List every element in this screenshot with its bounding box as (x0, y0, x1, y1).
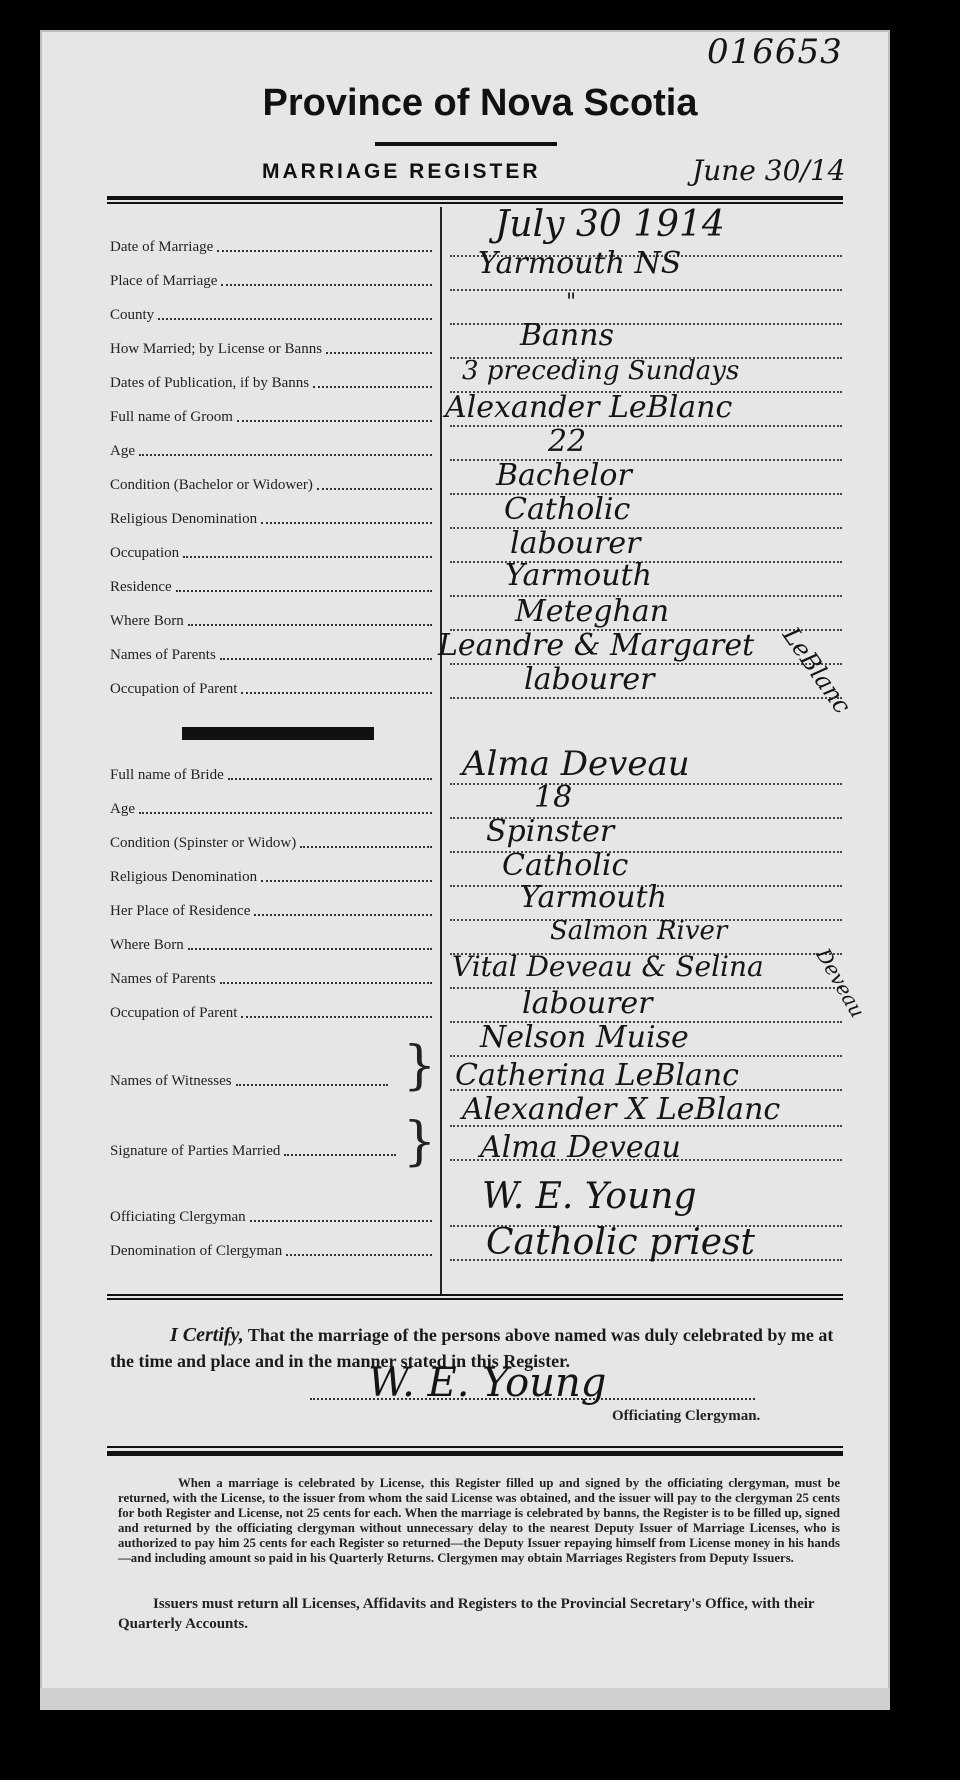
field-label-place-of-marriage: Place of Marriage (110, 270, 432, 290)
field-label-groom-age: Age (110, 440, 432, 460)
field-value-groom-name: Alexander LeBlanc (445, 390, 733, 425)
page-title: Province of Nova Scotia (262, 82, 698, 124)
signature-bride-value: Alma Deveau (480, 1130, 681, 1165)
title-rule (375, 142, 557, 146)
field-value-bride-birthplace: Salmon River (550, 916, 728, 946)
field-value-bride-parents-surname: Deveau (811, 944, 870, 1022)
field-value-date-of-marriage: July 30 1914 (495, 204, 725, 245)
field-value-bride-age: 18 (534, 780, 573, 815)
field-label-groom-birthplace: Where Born (110, 610, 432, 630)
field-value-bride-name: Alma Deveau (462, 744, 690, 784)
field-value-groom-birthplace: Meteghan (515, 594, 670, 629)
section-separator (182, 727, 374, 740)
field-label-how-married: How Married; by License or Banns (110, 338, 432, 358)
field-line (450, 425, 842, 427)
header-rule (107, 196, 843, 200)
field-value-groom-residence: Yarmouth (505, 558, 652, 593)
field-label-groom-religion: Religious Denomination (110, 508, 432, 528)
field-line (450, 527, 842, 529)
field-value-officiating-clergyman: W. E. Young (482, 1176, 697, 1217)
field-label-bride-age: Age (110, 798, 432, 818)
field-label-bride-parent-occupation: Occupation of Parent (110, 1002, 432, 1022)
witness-1-value: Nelson Muise (480, 1020, 689, 1055)
header-rule-thin (107, 202, 843, 204)
field-label-groom-name: Full name of Groom (110, 406, 432, 426)
certify-lead: I Certify, (170, 1324, 244, 1346)
field-line (450, 323, 842, 325)
field-value-bride-religion: Catholic (502, 848, 629, 883)
field-label-groom-parent-occupation: Occupation of Parent (110, 678, 432, 698)
field-value-bride-condition: Spinster (486, 814, 615, 849)
field-value-bride-parent-occupation: labourer (522, 986, 653, 1021)
table-bottom-rule-thin (107, 1298, 843, 1300)
table-bottom-rule (107, 1294, 843, 1296)
column-divider (440, 207, 442, 1294)
field-value-place-of-marriage: Yarmouth NS (478, 246, 682, 281)
signature-groom-value: Alexander X LeBlanc (462, 1092, 781, 1127)
certify-body: That the marriage of the persons above named was duly celebrated by me at the time and place and in the manner stated in this Register. (110, 1325, 834, 1371)
field-label-dates-of-publication: Dates of Publication, if by Banns (110, 372, 432, 392)
field-value-bride-parents: Vital Deveau & Selina (452, 950, 764, 983)
field-value-groom-parents: Leandre & Margaret (438, 628, 755, 663)
field-label-date-of-marriage: Date of Marriage (110, 236, 432, 256)
field-value-dates-of-publication: 3 preceding Sundays (462, 356, 740, 386)
witness-brace: } (403, 1036, 437, 1096)
field-label-officiating-clergyman: Officiating Clergyman (110, 1206, 432, 1226)
field-label-county: County (110, 304, 432, 324)
issuers-note: Issuers must return all Licenses, Affidavits and Registers to the Provincial Secretary's Office, with their Quarterly Accounts. (118, 1596, 815, 1632)
notice-rule (107, 1446, 843, 1448)
field-value-groom-condition: Bachelor (496, 458, 632, 493)
field-value-bride-residence: Yarmouth (520, 880, 667, 915)
clergy-signature: W. E. Young (368, 1360, 607, 1406)
field-value-groom-parent-occupation: labourer (524, 662, 655, 697)
field-label-groom-residence: Residence (110, 576, 432, 596)
field-line (450, 289, 842, 291)
field-label-witnesses: Names of Witnesses (110, 1070, 388, 1090)
signature-brace: } (403, 1112, 437, 1172)
field-label-bride-residence: Her Place of Residence (110, 900, 432, 920)
field-value-groom-religion: Catholic (504, 492, 631, 527)
notice-rule-thick (107, 1451, 843, 1456)
field-value-groom-age: 22 (548, 424, 587, 459)
field-label-bride-parents: Names of Parents (110, 968, 432, 988)
field-value-groom-parents-surname: LeBlanc (777, 622, 857, 719)
field-label-bride-religion: Religious Denomination (110, 866, 432, 886)
field-label-bride-birthplace: Where Born (110, 934, 432, 954)
field-label-groom-condition: Condition (Bachelor or Widower) (110, 474, 432, 494)
witness-2-value: Catherina LeBlanc (455, 1058, 739, 1093)
field-label-groom-occupation: Occupation (110, 542, 432, 562)
field-label-bride-name: Full name of Bride (110, 764, 432, 784)
instructions-notice: When a marriage is celebrated by License, this Register filled up and signed by the officiating clergyman, must be returned, with the License, to the issuer from whom the said License was obtained, and the issuer will pay to the clergyman 25 cents for both Register and License, not 25 cents for each. When the marriage is celebrated by banns, the Register is to be filled up, signed and returned by the officiating clergyman without unnecessary delay to the nearest Deputy Issuer of Marriage Licenses, who is authorized to pay him 25 cents for each Register so returned—the Deputy Issuer repaying himself from License money in his hands—and including amount so paid in his Quarterly Returns. Clergymen may obtain Marriages Registers from Deputy Issuers. (118, 1476, 840, 1565)
field-label-groom-parents: Names of Parents (110, 644, 432, 664)
field-value-how-married: Banns (520, 318, 614, 353)
field-label-signatures: Signature of Parties Married (110, 1140, 396, 1160)
field-line (450, 697, 842, 699)
reference-number: 016653 (707, 32, 843, 72)
form-subtitle: MARRIAGE REGISTER (262, 160, 541, 183)
field-value-clergy-denomination: Catholic priest (486, 1222, 755, 1263)
field-value-county: " (566, 290, 577, 315)
field-line (450, 1055, 842, 1057)
signature-caption: Officiating Clergyman. (612, 1408, 761, 1424)
field-label-bride-condition: Condition (Spinster or Widow) (110, 832, 432, 852)
field-label-clergy-denomination: Denomination of Clergyman (110, 1240, 432, 1260)
handwritten-date: June 30/14 (692, 154, 846, 187)
field-value-groom-occupation: labourer (510, 526, 641, 561)
